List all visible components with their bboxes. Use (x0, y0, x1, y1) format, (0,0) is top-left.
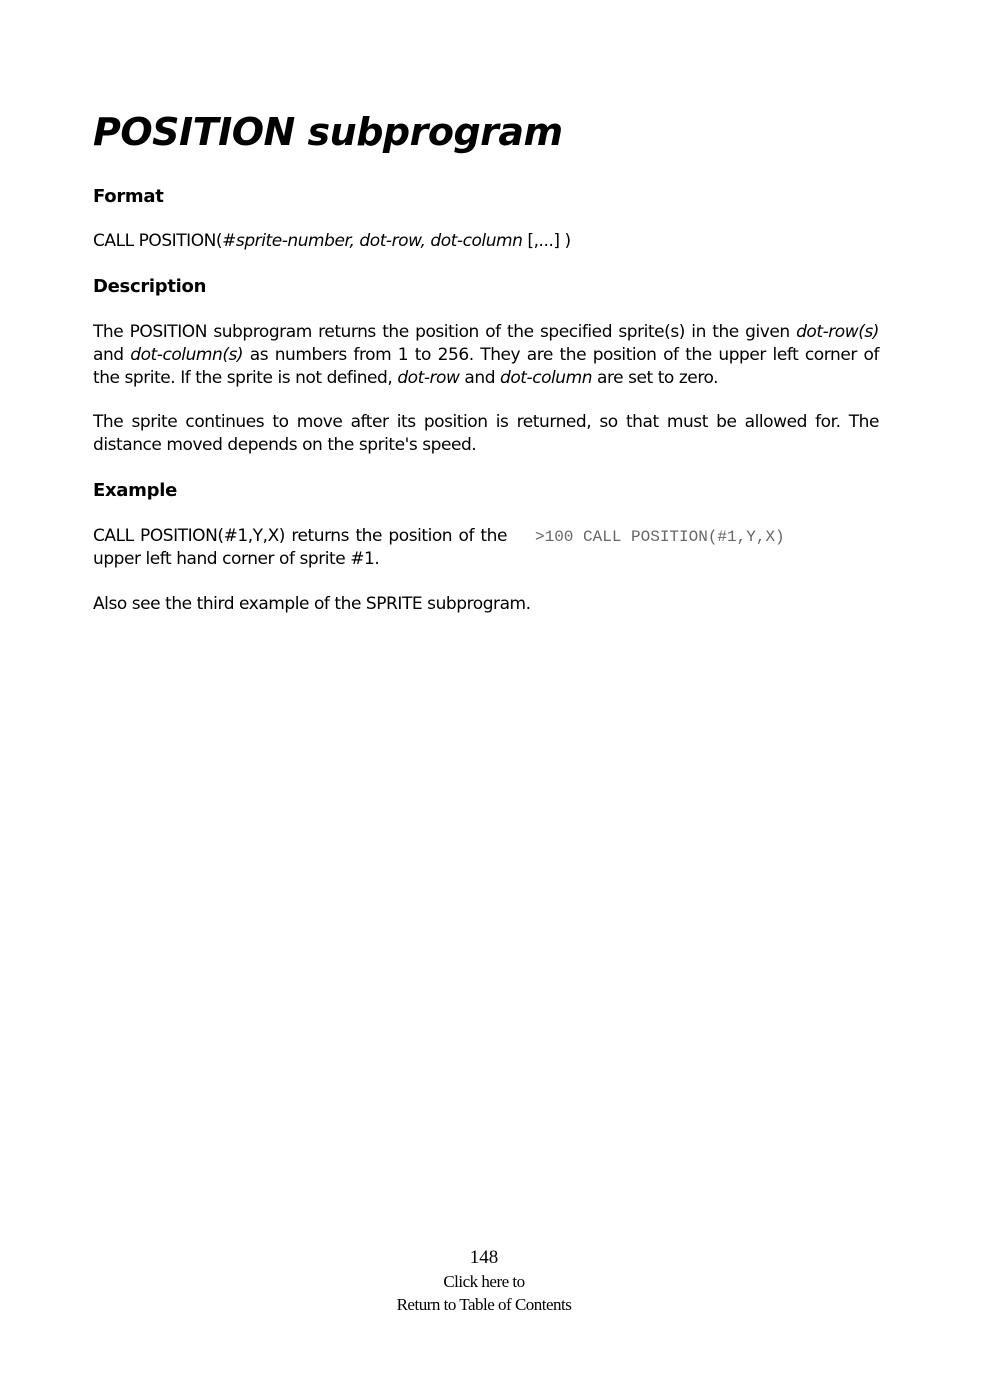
description-text: and (93, 345, 131, 365)
description-text: The POSITION subprogram returns the position of the specified sprite(s) in the given (93, 322, 797, 342)
example-see-also: Also see the third example of the SPRITE subprogram. (93, 594, 531, 614)
description-heading: Description (93, 276, 207, 297)
format-param-dot-column: dot-column (430, 231, 523, 251)
format-syntax (93, 230, 879, 253)
page-footer (0, 1246, 968, 1316)
description-paragraph-1 (93, 321, 879, 390)
description-param-dot-column: dot-column (500, 368, 593, 388)
page-title: POSITION subprogram (93, 110, 563, 154)
description-param-dot-rows: dot-row(s) (796, 322, 879, 342)
description-param-dot-columns: dot-column(s) (130, 345, 244, 365)
format-param-sprite-number: sprite-number, (235, 231, 355, 251)
toc-link-line-1[interactable]: Click here to (443, 1272, 525, 1291)
format-call-suffix: [,...] ) (522, 231, 571, 251)
description-text: and (459, 368, 500, 388)
format-param-hash: # (222, 231, 236, 251)
description-text: as numbers from 1 to 256. They are the position of the upper left corner of the sprite. If the sprite is not defined, (93, 345, 879, 388)
description-paragraph-2: The sprite continues to move after its position is returned, so that must be allowed for. The distance moved depends on the sprite's speed. (93, 412, 879, 455)
page-number: 148 (469, 1247, 499, 1268)
example-heading: Example (93, 480, 177, 501)
description-text: are set to zero. (592, 368, 719, 388)
toc-link-line-2[interactable]: Return to Table of Contents (396, 1295, 572, 1314)
description-param-dot-row: dot-row (397, 368, 460, 388)
format-heading: Format (93, 186, 164, 207)
example-code: >100 CALL POSITION(#1,Y,X) (535, 528, 785, 546)
format-param-dot-row: dot-row, (359, 231, 426, 251)
example-text: CALL POSITION(#1,Y,X) returns the position of the upper left hand corner of sprite #1. (93, 526, 507, 569)
format-call-prefix: CALL POSITION( (93, 231, 223, 251)
